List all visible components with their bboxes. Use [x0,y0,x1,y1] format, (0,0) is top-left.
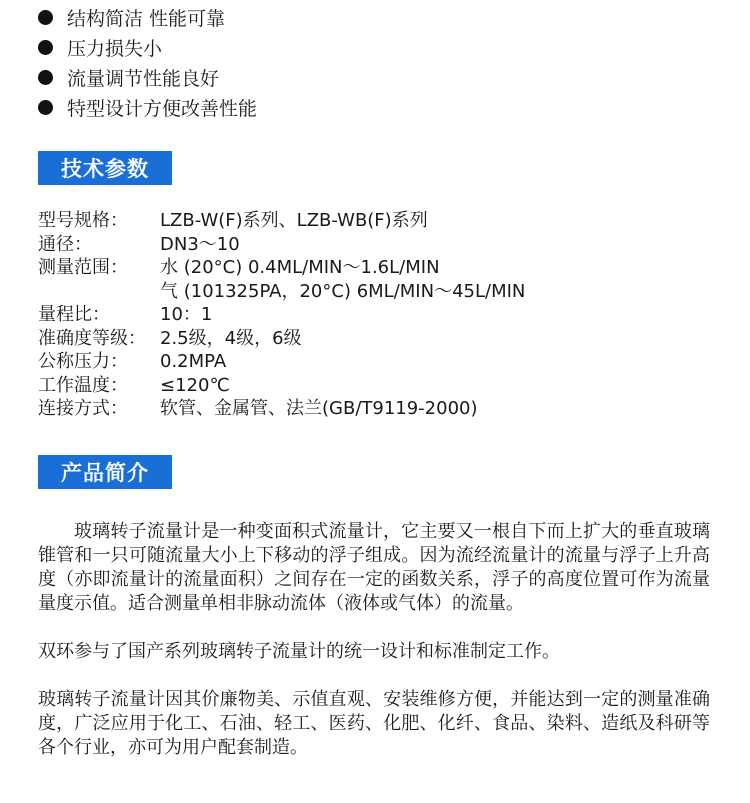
spec-label: 量程比： [38,304,110,325]
feature-item [38,92,257,122]
spec-label: 公称压力： [38,351,128,372]
bullet-icon [38,40,53,55]
spec-label: 测量范围： [38,257,128,278]
bullet-icon [38,10,53,25]
bullet-icon [38,70,53,85]
spec-value: 0.2MPA [160,351,227,372]
feature-item [38,62,257,92]
intro-paragraph: 玻璃转子流量计因其价廉物美、示值直观、安装维修方便，并能达到一定的测量准确度，广泛应用于化工、石油、轻工、医药、化肥、化纤、食品、染料、造纸及科研等各个行业，亦可为用户配套制造。 [38,689,710,758]
spec-row [38,327,525,351]
spec-label: 工作温度： [38,374,128,396]
spec-label: 型号规格： [38,210,128,231]
spec-row [38,303,525,327]
spec-row [38,374,525,398]
feature-text: 压力损失小 [67,37,163,60]
spec-row [38,209,525,233]
spec-value: 气 (101325PA，20°C) 6ML/MIN～45L/MIN [160,280,526,302]
bullet-icon [38,100,53,115]
spec-row [38,256,525,280]
spec-row [38,280,525,304]
feature-item [38,32,257,62]
intro-paragraph: 玻璃转子流量计是一种变面积式流量计，它主要又一根自下而上扩大的垂直玻璃锥管和一只可随流量大小上下移动的浮子组成。因为流经流量计的流量与浮子上升高度（亦即流量计的流量面积）之间存在一定的函数关系，浮子的高度位置可作为流量量度示值。适合测量单相非脉动流体（液体或气体）的流量。 [38,521,710,614]
spec-label: 通径： [38,233,92,255]
spec-row [38,233,525,257]
spec-value: 软管、金属管、法兰(GB/T9119-2000) [160,398,478,419]
feature-text: 特型设计方便改善性能 [67,97,258,120]
spec-value: LZB-W(F)系列、LZB-WB(F)系列 [160,210,428,231]
tech-params-heading: 技术参数 [38,151,172,185]
feature-list [38,2,257,122]
spec-row [38,397,525,421]
product-intro-body [38,520,710,760]
spec-value: DN3～10 [160,233,240,255]
spec-label: 准确度等级： [38,327,146,349]
spec-value: 水 (20°C) 0.4ML/MIN～1.6L/MIN [160,257,440,278]
intro-paragraph: 双环参与了国产系列玻璃转子流量计的统一设计和标准制定工作。 [38,641,560,662]
feature-text: 流量调节性能良好 [67,67,220,90]
feature-text: 结构简洁 性能可靠 [67,7,226,30]
spec-value: 10：1 [160,304,213,325]
spec-value: 2.5级，4级，6级 [160,327,302,349]
spec-row [38,350,525,374]
spec-label [38,280,160,304]
feature-item [38,2,257,32]
spec-value: ≤120℃ [160,374,230,396]
product-intro-heading: 产品简介 [38,455,172,489]
spec-label: 连接方式： [38,398,128,419]
spec-table [38,209,525,421]
